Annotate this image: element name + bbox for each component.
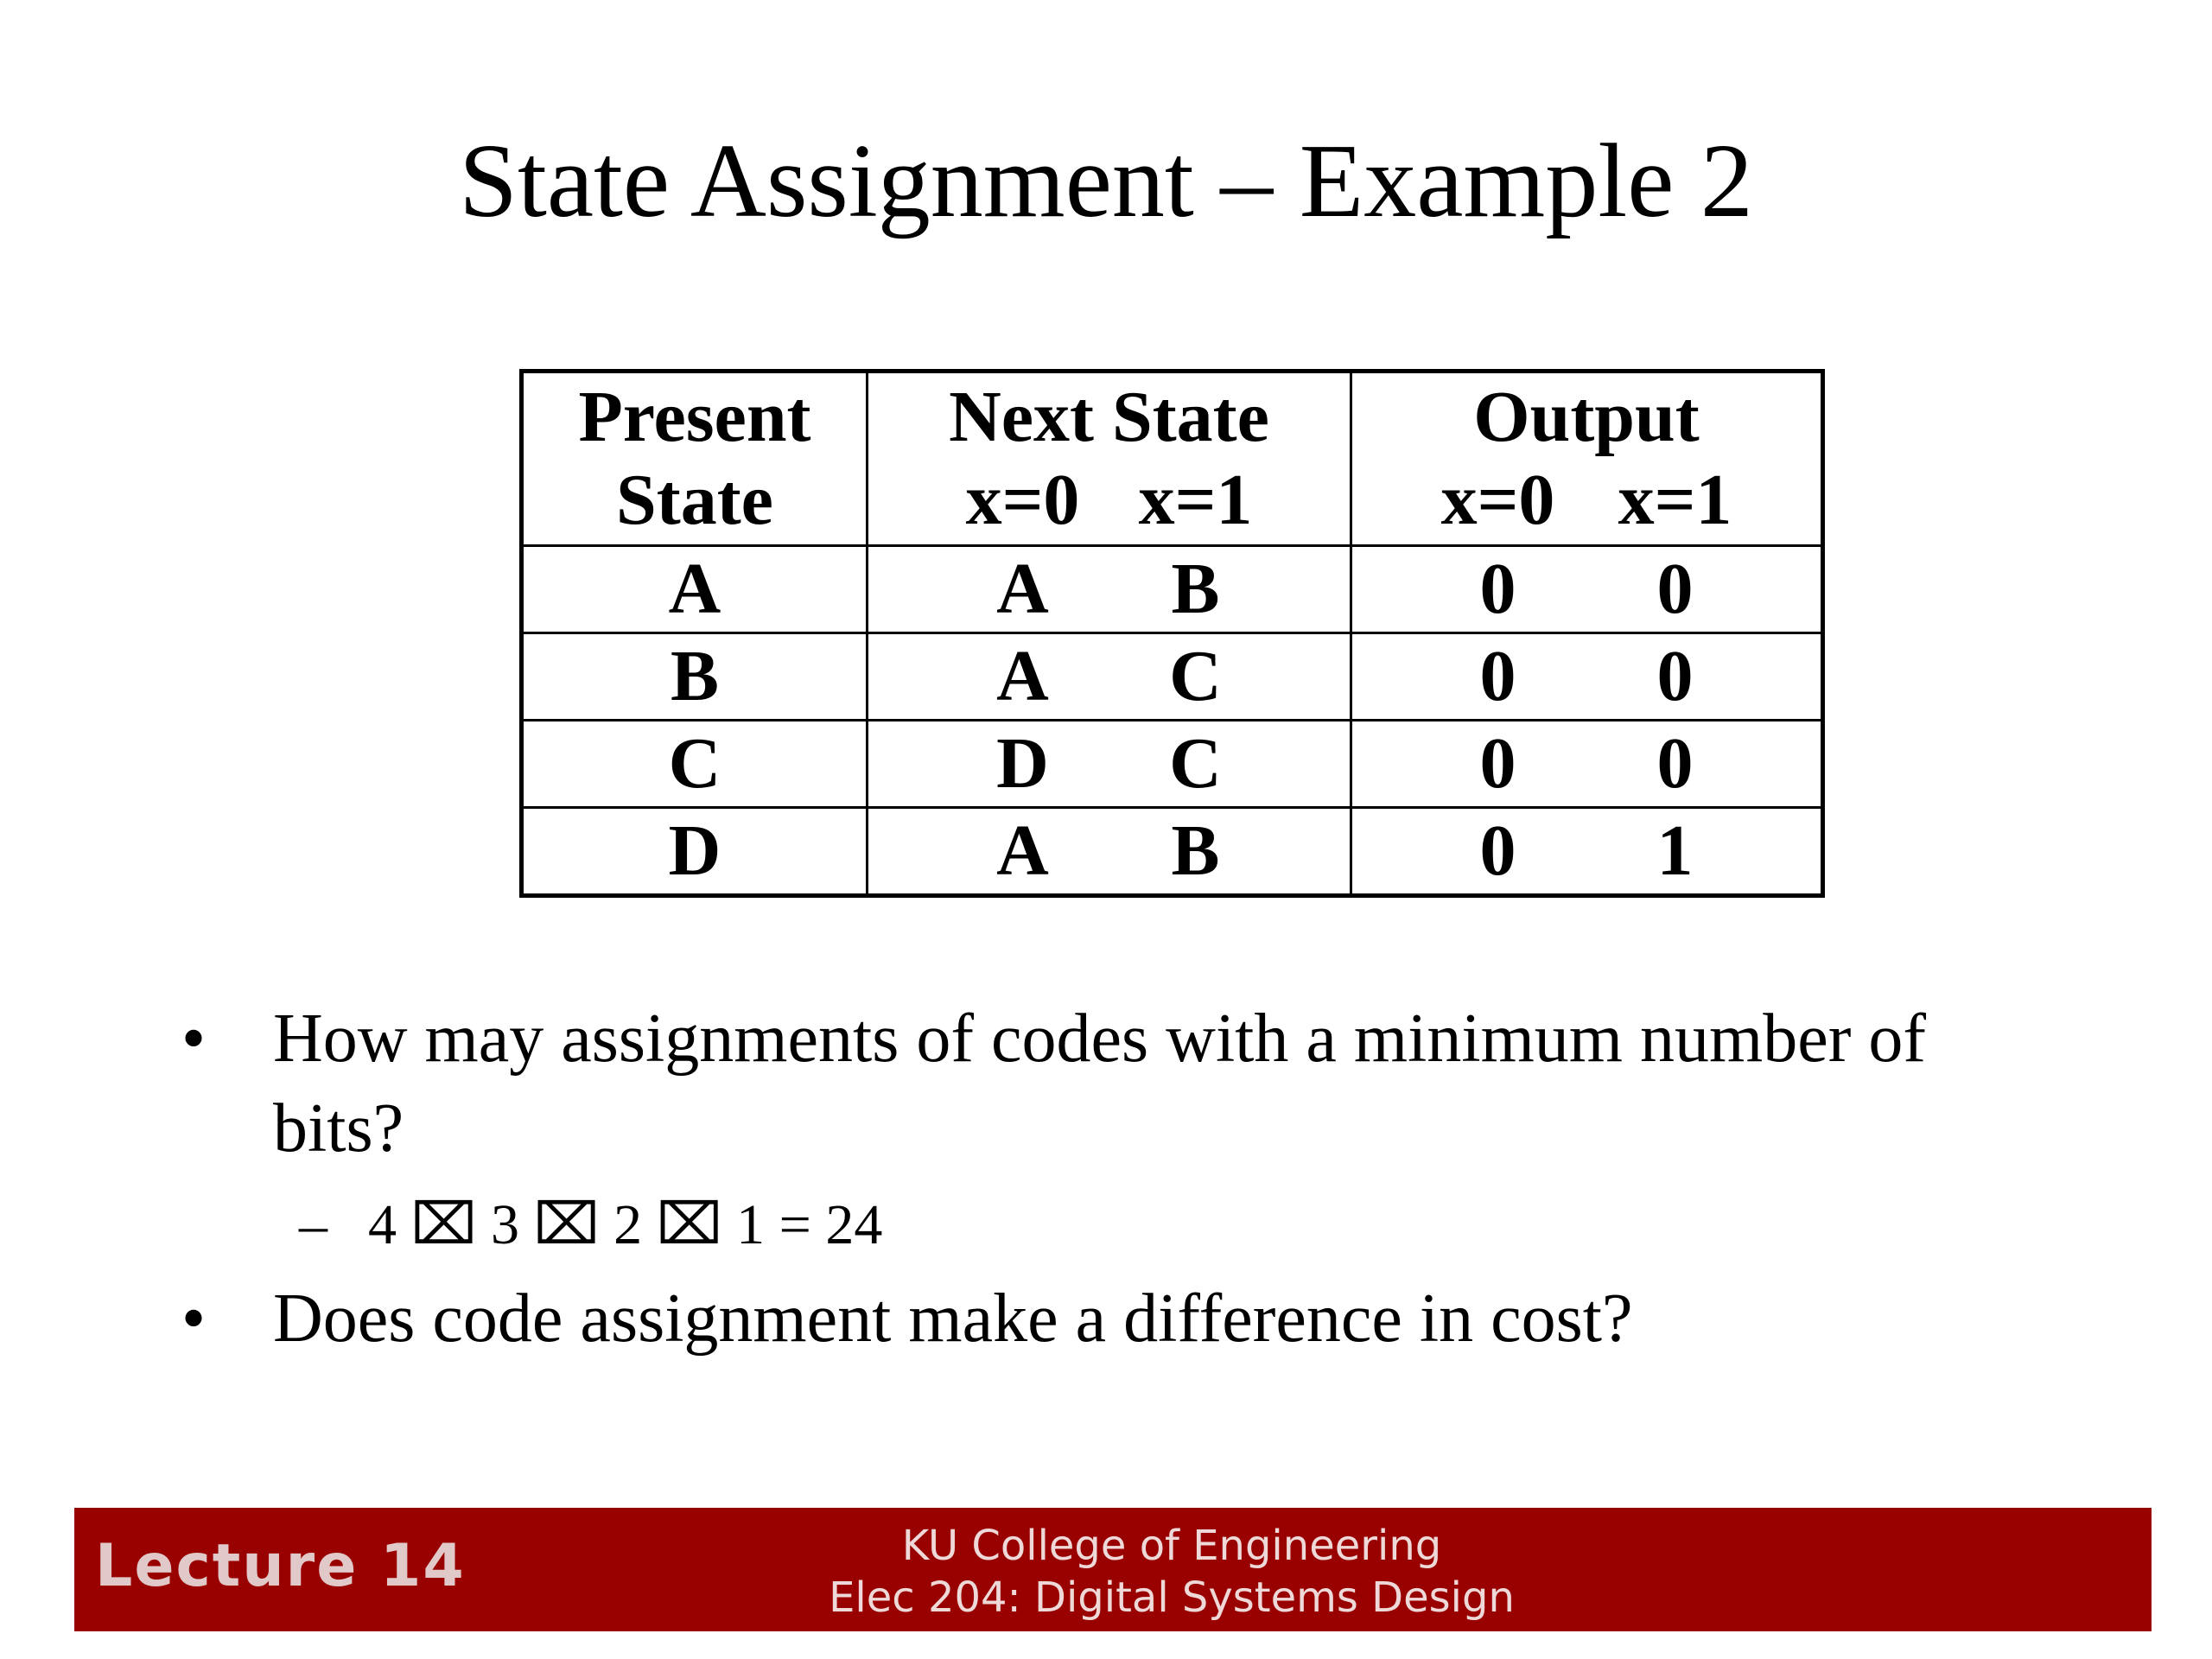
out-x1-value: 0 (1656, 723, 1694, 804)
output-cell (1351, 721, 1823, 808)
out-x1-value: 0 (1656, 636, 1694, 716)
out-x0-value: 0 (1479, 723, 1516, 804)
footer-bar (74, 1508, 2152, 1631)
next-x1-value: C (1169, 723, 1222, 804)
college-name: KU College of Engineering (901, 1522, 1442, 1570)
header-out-x0: x=0 (1440, 460, 1555, 540)
next-x1-value: B (1171, 549, 1220, 629)
present-state-cell: B (522, 633, 868, 721)
header-ns-x1: x=1 (1138, 460, 1253, 540)
table-row (522, 546, 1823, 633)
table-row (522, 633, 1823, 721)
next-x1-value: B (1171, 810, 1220, 891)
next-state-cell (868, 546, 1351, 633)
present-state-cell: C (522, 721, 868, 808)
out-x1-value: 0 (1656, 549, 1694, 629)
bullet-list (181, 994, 2039, 1372)
header-output (1351, 372, 1823, 546)
output-cell (1351, 546, 1823, 633)
header-output-label: Output (1473, 377, 1700, 457)
table-header-row (522, 372, 1823, 546)
footer-course-info (679, 1520, 1664, 1624)
header-out-x1: x=1 (1618, 460, 1732, 540)
next-state-cell (868, 808, 1351, 896)
out-x0-value: 0 (1479, 636, 1516, 716)
table-row (522, 721, 1823, 808)
out-x0-value: 0 (1479, 810, 1516, 891)
header-ns-x0: x=0 (965, 460, 1080, 540)
next-state-cell (868, 721, 1351, 808)
course-name: Elec 204: Digital Systems Design (829, 1573, 1515, 1622)
next-x0-value: A (996, 549, 1049, 629)
header-next-state (868, 372, 1351, 546)
header-present-state-line2: State (616, 460, 773, 540)
bullet-text: How may assignments of codes with a minimum number of bits? (273, 1001, 1927, 1166)
out-x0-value: 0 (1479, 549, 1516, 629)
present-state-cell: A (522, 546, 868, 633)
output-cell (1351, 808, 1823, 896)
sub-bullet-marker: – (299, 1193, 327, 1256)
bullet-marker: • (181, 1281, 207, 1357)
lecture-label: Lecture 14 (95, 1532, 466, 1600)
sub-bullet-item (181, 1182, 2039, 1268)
header-present-state-line1: Present (578, 377, 811, 457)
next-x0-value: A (996, 636, 1049, 716)
bullet-marker: • (181, 1001, 207, 1077)
next-state-cell (868, 633, 1351, 721)
bullet-text: Does code assignment make a difference in cost? (273, 1281, 1633, 1357)
bullet-item (181, 1274, 2039, 1363)
out-x1-value: 1 (1656, 810, 1694, 891)
state-table (519, 369, 1825, 898)
bullet-item (181, 994, 2039, 1173)
next-x1-value: C (1169, 636, 1222, 716)
next-x0-value: D (996, 723, 1049, 804)
output-cell (1351, 633, 1823, 721)
table-row (522, 808, 1823, 896)
header-next-state-label: Next State (949, 377, 1269, 457)
sub-bullet-text: 4 ⌧ 3 ⌧ 2 ⌧ 1 = 24 (368, 1193, 883, 1256)
present-state-cell: D (522, 808, 868, 896)
next-x0-value: A (996, 810, 1049, 891)
slide-title: State Assignment – Example 2 (459, 123, 1753, 239)
header-present-state (522, 372, 868, 546)
